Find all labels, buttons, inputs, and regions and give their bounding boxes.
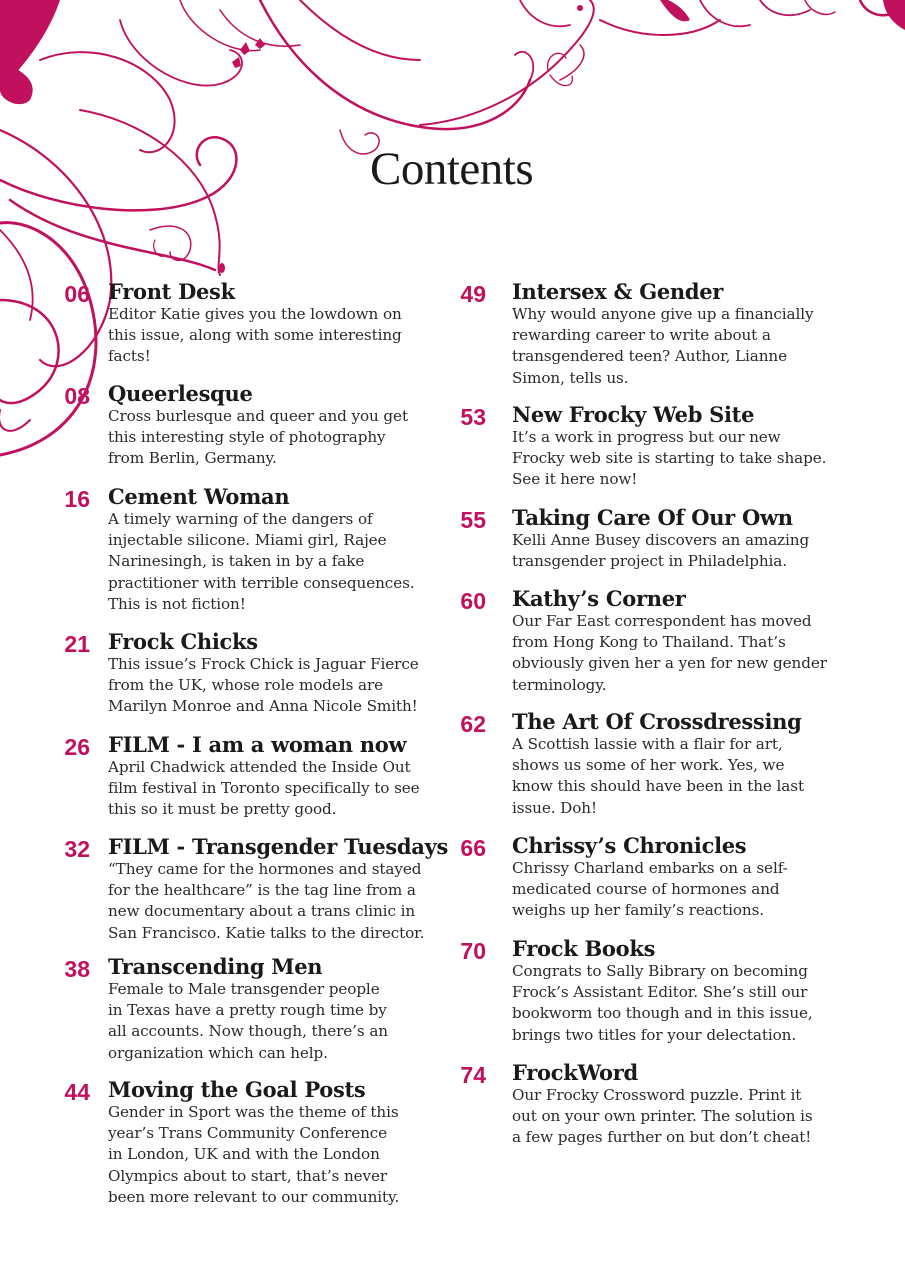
description-line: issue. Doh! [512,798,597,817]
description-line: a few pages further on but don’t cheat! [512,1128,812,1147]
description-line: transgender project in Philadelphia. [512,552,787,571]
page-number: 70 [460,938,486,964]
page-number: 16 [64,486,90,512]
description-line: This is not fiction! [108,594,246,613]
entry-description [108,757,420,821]
page-number: 60 [460,588,486,614]
page-number: 38 [64,956,90,982]
entry-heading: Frock Chicks [108,629,258,654]
entry-heading: New Frocky Web Site [512,402,755,427]
description-line: Why would anyone give up a financially [512,305,814,323]
contents-entry[interactable] [460,587,827,696]
contents-entry[interactable] [460,280,814,389]
description-line: from Berlin, Germany. [108,449,277,468]
entry-heading: FrockWord [512,1060,638,1085]
entry-heading: Kathy’s Corner [512,586,686,611]
entry-heading: FILM - I am a woman now [108,732,407,757]
description-line: Marilyn Monroe and Anna Nicole Smith! [108,697,418,716]
description-line: Narinesingh, is taken in by a fake [108,552,365,571]
entry-heading: Moving the Goal Posts [108,1077,366,1102]
entry-description [108,406,408,470]
page-number: 53 [460,404,486,430]
description-line: bookworm too though and in this issue, [512,1004,813,1023]
description-line: San Francisco. Katie talks to the director. [108,923,425,942]
description-line: terminology. [512,675,607,694]
entry-heading: FILM - Transgender Tuesdays [108,834,449,859]
description-line: all accounts. Now though, there’s an [108,1022,388,1041]
entry-heading: Queerlesque [108,381,253,406]
entry-description [512,611,827,696]
description-line: See it here now! [512,470,638,489]
description-line: It’s a work in progress but our new [512,428,781,446]
description-line: This issue’s Frock Chick is Jaguar Fierce [108,655,419,673]
description-line: facts! [108,347,151,366]
contents-entry[interactable] [460,937,813,1046]
description-line: A timely warning of the dangers of [108,510,373,528]
contents-entry[interactable] [56,955,388,1064]
description-line: transgendered teen? Author, Lianne [512,347,787,366]
page-number: 66 [460,835,486,861]
description-line: injectable silicone. Miami girl, Rajee [108,531,387,550]
description-line: Cross burlesque and queer and you get [108,407,408,425]
description-line: Simon, tells us. [512,368,629,387]
description-line: shows us some of her work. Yes, we [512,756,785,775]
description-line: rewarding career to write about a [512,326,771,345]
description-line: April Chadwick attended the Inside Out [108,758,411,776]
entry-heading: Cement Woman [108,484,290,509]
description-line: in Texas have a pretty rough time by [108,1001,387,1020]
contents-entry[interactable] [460,710,804,819]
contents-entry[interactable] [460,403,826,491]
description-line: year’s Trans Community Conference [108,1124,388,1143]
description-line: Kelli Anne Busey discovers an amazing [512,531,810,549]
page-number: 44 [64,1079,90,1105]
contents-entry[interactable] [56,1078,399,1208]
description-line: this interesting style of photography [108,428,386,447]
entry-description [108,304,402,368]
description-line: out on your own printer. The solution is [512,1107,813,1126]
description-line: Frock’s Assistant Editor. She’s still our [512,983,808,1002]
description-line: Congrats to Sally Bibrary on becoming [512,962,808,980]
entry-description [108,979,388,1064]
description-line: practitioner with terrible consequences. [108,573,415,592]
page-number: 32 [64,836,90,862]
entry-heading: Transcending Men [108,954,323,979]
contents-entry[interactable] [56,485,415,615]
description-line: Our Frocky Crossword puzzle. Print it [512,1086,802,1104]
description-line: “They came for the hormones and stayed [108,860,422,878]
description-line: for the healthcare” is the tag line from a [108,881,416,900]
contents-entry[interactable] [460,506,809,572]
page-number: 62 [460,711,486,737]
entry-description [512,427,826,491]
entry-description [512,304,814,389]
contents-entry[interactable] [56,280,402,368]
entry-heading: Front Desk [108,279,235,304]
description-line: from Hong Kong to Thailand. That’s [512,633,786,652]
description-line: brings two titles for your delectation. [512,1025,797,1044]
page-number: 74 [460,1062,486,1088]
page-number: 08 [64,383,90,409]
entry-description [108,654,419,718]
entry-heading: Taking Care Of Our Own [512,505,793,530]
description-line: A Scottish lassie with a flair for art, [512,735,783,753]
entry-heading: Chrissy’s Chronicles [512,833,747,858]
entry-description [512,961,813,1046]
description-line: weighs up her family’s reactions. [512,901,764,920]
description-line: medicated course of hormones and [512,880,780,899]
description-line: in London, UK and with the London [108,1145,380,1164]
page-number: 21 [64,631,90,657]
contents-entry[interactable] [56,630,419,718]
description-line: organization which can help. [108,1043,328,1062]
description-line: film festival in Toronto specifically to see [108,779,420,798]
entry-description [108,859,448,944]
description-line: Chrissy Charland embarks on a self- [512,859,788,877]
contents-entry[interactable] [56,733,420,821]
page-number: 55 [460,507,486,533]
entry-description [512,734,804,819]
page-number: 06 [64,281,90,307]
entry-description [108,1102,399,1208]
entry-description [512,530,809,572]
description-line: this issue, along with some interesting [108,326,402,345]
description-line: this so it must be pretty good. [108,800,337,819]
contents-entry[interactable] [460,834,788,922]
description-line: Female to Male transgender people [108,980,380,998]
entry-heading: Frock Books [512,936,656,961]
description-line: Olympics about to start, that’s never [108,1166,388,1185]
description-line: Gender in Sport was the theme of this [108,1103,399,1121]
contents-entry[interactable] [56,382,408,470]
description-line: Editor Katie gives you the lowdown on [108,305,402,323]
description-line: been more relevant to our community. [108,1187,400,1206]
description-line: new documentary about a trans clinic in [108,902,416,921]
entry-heading: Intersex & Gender [512,279,724,304]
entry-description [108,509,415,615]
description-line: know this should have been in the last [512,777,804,796]
description-line: obviously given her a yen for new gender [512,654,827,673]
description-line: from the UK, whose role models are [108,676,384,695]
contents-entry[interactable] [460,1061,813,1149]
entry-heading: The Art Of Crossdressing [512,709,802,734]
contents-entry[interactable] [56,835,448,944]
entry-description [512,858,788,922]
description-line: Frocky web site is starting to take shape. [512,449,827,468]
entry-description [512,1085,813,1149]
page-number: 49 [460,281,486,307]
page-number: 26 [64,734,90,760]
description-line: Our Far East correspondent has moved [512,612,812,630]
page-title: Contents [370,143,534,195]
